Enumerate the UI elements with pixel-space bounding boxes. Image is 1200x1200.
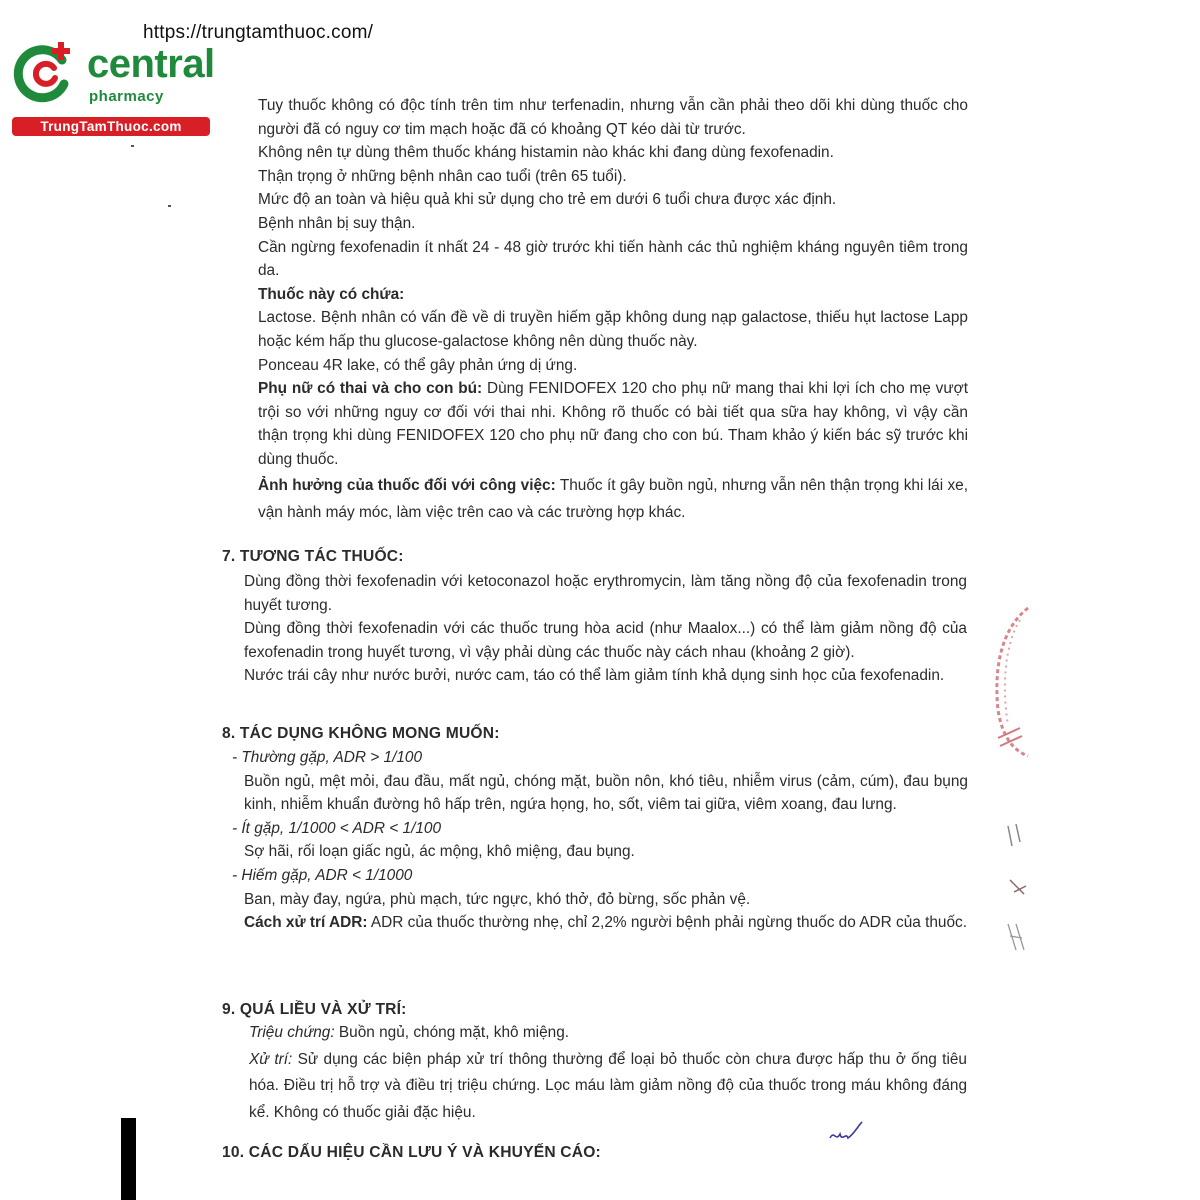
- rare-adr-text: Ban, mày đay, ngứa, phù mạch, tức ngực, khó thở, đỏ bừng, sốc phản vệ.: [244, 890, 751, 908]
- section-8-heading: 8. TÁC DỤNG KHÔNG MONG MUỐN:: [222, 725, 500, 742]
- precaution-line: Bệnh nhân bị suy thận.: [258, 214, 416, 232]
- logo-wordmark: central: [87, 42, 215, 86]
- section-9-heading: 9. QUÁ LIỀU VÀ XỬ TRÍ:: [222, 1001, 407, 1018]
- logo-subtitle: pharmacy: [89, 88, 164, 105]
- precautions-block: [258, 94, 968, 526]
- section-10-heading: 10. CÁC DẤU HIỆU CẦN LƯU Ý VÀ KHUYẾN CÁO:: [222, 1144, 601, 1161]
- interaction-line: Dùng đồng thời fexofenadin với ketoconazol hoặc erythromycin, làm tăng nồng độ của fexofenadin trong huyết tương.: [244, 573, 967, 614]
- treatment-label: Xử trí:: [249, 1050, 293, 1068]
- uncommon-adr-text: Sợ hãi, rối loạn giấc ngủ, ác mộng, khô miệng, đau bụng.: [244, 843, 635, 861]
- work-paragraph: [258, 472, 968, 526]
- pregnancy-label: Phụ nữ có thai và cho con bú:: [258, 380, 483, 398]
- treatment-text: Sử dụng các biện pháp xử trí thông thường để loại bỏ thuốc còn chưa được hấp thu ở ống tiêu hóa. Điều trị hỗ trợ và điều trị triệu chứng. Lọc máu làm giảm nồng độ của thuốc trong máu không đáng kể. Không có thuốc giải đặc hiệu.: [249, 1050, 967, 1121]
- overdose-symptoms: [249, 1020, 967, 1047]
- contains-line: Lactose. Bệnh nhân có vấn đề về di truyền hiếm gặp không dung nạp galactose, thiếu hụt lactose Lapp hoặc kém hấp thu glucose-galactose không nên dùng thuốc này.: [258, 309, 968, 350]
- adr-management-text: ADR của thuốc thường nhẹ, chỉ 2,2% người bệnh phải ngừng thuốc do ADR của thuốc.: [367, 914, 968, 932]
- scan-edge-bar: [121, 1118, 136, 1200]
- logo-banner: TrungTamThuoc.com: [12, 117, 210, 136]
- section-8-body: [232, 746, 968, 935]
- overdose-treatment: [249, 1047, 967, 1127]
- precaution-line: Mức độ an toàn và hiệu quả khi sử dụng cho trẻ em dưới 6 tuổi chưa được xác định.: [258, 191, 837, 209]
- section-9-body: [249, 1020, 967, 1126]
- precaution-line: Cần ngừng fexofenadin ít nhất 24 - 48 giờ trước khi tiến hành các thủ nghiệm kháng nguyên tiêm trong da.: [258, 238, 968, 280]
- symptoms-text: Buồn ngủ, chóng mặt, khô miệng.: [334, 1024, 570, 1041]
- common-adr-text: Buồn ngủ, mệt mỏi, đau đầu, mất ngủ, chóng mặt, buồn nôn, khó tiêu, nhiễm virus (cảm, cúm), đau bụng kinh, nhiễm khuẩn đường hô hấp trên, ngứa họng, ho, sốt, viêm tai giữa, viêm xoang, đau lưng.: [244, 772, 968, 814]
- site-url[interactable]: https://trungtamthuoc.com/: [143, 22, 374, 43]
- handwritten-initials-icon: [826, 1118, 866, 1150]
- common-adr-label: - Thường gặp, ADR > 1/100: [232, 749, 423, 766]
- pregnancy-text: Dùng FENIDOFEX 120 cho phụ nữ mang thai khi lợi ích cho mẹ vượt trội so với những nguy cơ đối với thai nhi. Không rõ thuốc có bài tiết qua sữa hay không, vì vậy cần thận trọng khi dùng FENIDOFEX 120 cho phụ nữ đang cho con bú. Tham khảo ý kiến bác sỹ trước khi dùng thuốc.: [258, 380, 969, 468]
- section-7-heading: 7. TƯƠNG TÁC THUỐC:: [222, 548, 404, 565]
- work-label: Ảnh hưởng của thuốc đối với công việc:: [258, 476, 556, 494]
- interaction-line: Dùng đồng thời fexofenadin với các thuốc trung hòa acid (như Maalox...) có thể làm giảm nồng độ của fexofenadin trong huyết tương, vì vậy phải dùng các thuốc này cách nhau (khoảng 2 giờ).: [244, 620, 967, 661]
- symptoms-label: Triệu chứng:: [249, 1024, 335, 1041]
- work-text: Thuốc ít gây buồn ngủ, nhưng vẫn nên thận trọng khi lái xe, vận hành máy móc, làm việc trên cao và các trường hợp khác.: [258, 476, 968, 521]
- pregnancy-paragraph: [258, 377, 968, 471]
- precaution-line: Thận trọng ở những bệnh nhân cao tuổi (trên 65 tuổi).: [258, 167, 627, 185]
- section-7-body: [244, 570, 967, 688]
- precaution-line: Tuy thuốc không có độc tính trên tim như terfenadin, nhưng vẫn cần phải theo dõi khi dùng thuốc cho người đã có nguy cơ tim mạch hoặc đã có khoảng QT kéo dài từ trước.: [258, 97, 968, 138]
- contains-heading: Thuốc này có chứa:: [258, 285, 405, 303]
- interaction-line: Nước trái cây như nước bưởi, nước cam, táo có thể làm giảm tính khả dụng sinh học của fexofenadin.: [244, 667, 945, 685]
- adr-management-label: Cách xử trí ADR:: [244, 914, 368, 932]
- red-stamp-partial: [990, 600, 1030, 760]
- precaution-line: Không nên tự dùng thêm thuốc kháng histamin nào khác khi đang dùng fexofenadin.: [258, 144, 834, 162]
- rare-adr-label: - Hiếm gặp, ADR < 1/1000: [232, 866, 413, 884]
- margin-marks: [1000, 820, 1032, 960]
- contains-line: Ponceau 4R lake, có thể gây phản ứng dị ứng.: [258, 356, 578, 374]
- uncommon-adr-label: - Ít gặp, 1/1000 < ADR < 1/100: [232, 819, 442, 837]
- adr-management: [232, 911, 968, 935]
